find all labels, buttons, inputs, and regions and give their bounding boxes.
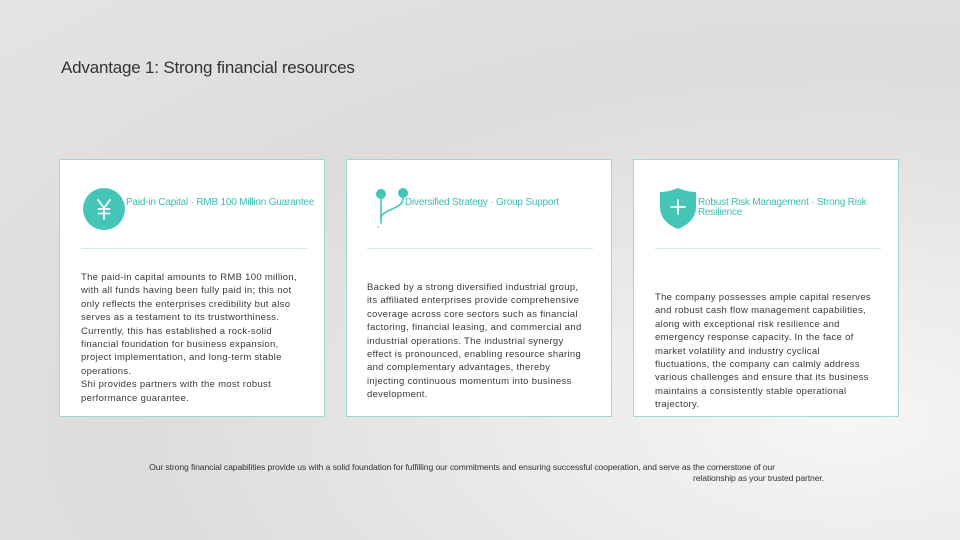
branch-icon <box>373 186 413 230</box>
divider <box>81 248 307 249</box>
card-risk-management <box>633 159 899 417</box>
card-body: Backed by a strong diversified industrial group, its affiliated enterprises provide comprehensive coverage across core sectors such as financial factoring, financial leasing, and commercial and industrial operations. The industrial synergy effect is pronounced, enabling resource sharing and complementary advantages, thereby injecting continuous momentum into business development. <box>367 282 582 401</box>
card-body: The paid-in capital amounts to RMB 100 million, with all funds having been fully paid in; this not only reflects the enterprises credibility but also serves as a testament to its trustworthiness. Currently, this has established a rock-solid financial foundation for business expansion, project implementation, and long-term stable operations. Shi provides partners with the most robust performance guarantee. <box>81 272 297 404</box>
card-heading: Robust Risk Management · Strong Risk Resilience <box>698 197 867 218</box>
card-heading: Paid-in Capital · RMB 100 Million Guarantee <box>126 197 315 208</box>
card-body: The company possesses ample capital reserves and robust cash flow management capabilities, along with exceptional risk resilience and emergency response capacity. In the face of market volatility and industry cyclical fluctuations, the company can calmly address various challenges and ensure that its business maintains a consistently stable operational trajectory. <box>655 292 871 411</box>
card-heading: Diversified Strategy · Group Support <box>405 197 559 208</box>
card-paid-in-capital <box>59 159 325 417</box>
yuan-coin-icon <box>83 188 125 230</box>
footer-statement <box>100 462 824 484</box>
footer-line-2: relationship as your trusted partner. <box>692 473 824 483</box>
divider <box>655 248 881 249</box>
shield-plus-icon <box>658 187 698 231</box>
divider <box>367 248 593 249</box>
footer-line-1: Our strong financial capabilities provide us with a solid foundation for fulfilling our commitments and ensuring successful cooperation, and serve as the cornerstone of our <box>149 462 775 472</box>
card-diversified-strategy <box>346 159 612 417</box>
slide-title: Advantage 1: Strong financial resources <box>61 58 355 77</box>
